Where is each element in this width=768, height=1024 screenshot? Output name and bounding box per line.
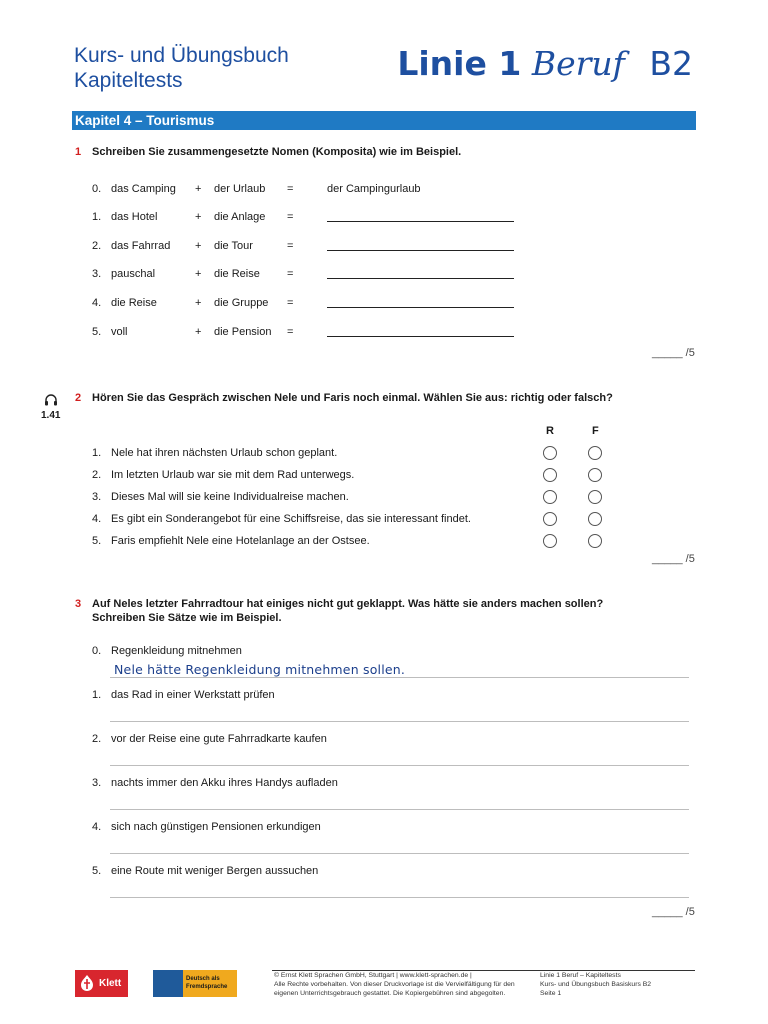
radio-falsch[interactable] xyxy=(588,468,602,482)
word-b: die Anlage xyxy=(214,211,266,223)
word-a: voll xyxy=(111,326,128,338)
answer-line[interactable] xyxy=(327,250,514,251)
audio-track-number: 1.41 xyxy=(41,410,61,421)
daf-logo-line2: Fremdsprache xyxy=(186,984,228,990)
radio-falsch[interactable] xyxy=(588,490,602,504)
handwritten-answer: Nele hätte Regenkleidung mitnehmen sollen. xyxy=(114,662,406,677)
equals-sign: = xyxy=(287,268,294,280)
task2-number: 2 xyxy=(75,392,82,404)
task2-instruction: Hören Sie das Gespräch zwischen Nele und Faris noch einmal. Wählen Sie aus: richtig oder falsch? xyxy=(92,392,613,404)
daf-logo xyxy=(153,970,237,997)
task1-instruction: Schreiben Sie zusammengesetzte Nomen (Komposita) wie im Beispiel. xyxy=(92,146,462,158)
prompt-number: 0. xyxy=(92,645,102,657)
row-number: 4. xyxy=(92,297,102,309)
brand-level: B2 xyxy=(649,44,693,83)
statement-number: 1. xyxy=(92,447,102,459)
prompt-number: 4. xyxy=(92,821,102,833)
prompt-number: 3. xyxy=(92,777,102,789)
word-a: das Hotel xyxy=(111,211,158,223)
row-number: 1. xyxy=(92,211,102,223)
footer-copyright-line2: Alle Rechte vorbehalten. Von dieser Druckvorlage ist die Vervielfältigung für den xyxy=(274,981,515,988)
word-b: die Gruppe xyxy=(214,297,269,309)
statement-text: Dieses Mal will sie keine Individualreise machen. xyxy=(111,491,349,503)
answer-line[interactable] xyxy=(327,221,514,222)
equals-sign: = xyxy=(287,211,294,223)
word-b: die Tour xyxy=(214,240,253,252)
plus-sign: + xyxy=(195,268,202,280)
word-a: die Reise xyxy=(111,297,157,309)
equals-sign: = xyxy=(287,326,294,338)
row-number: 5. xyxy=(92,326,102,338)
radio-richtig[interactable] xyxy=(543,534,557,548)
prompt-text: eine Route mit weniger Bergen aussuchen xyxy=(111,865,319,877)
plus-sign: + xyxy=(195,240,202,252)
answer-line[interactable] xyxy=(110,765,689,766)
word-b: die Reise xyxy=(214,268,260,280)
brand-logo xyxy=(397,44,693,83)
word-a: pauschal xyxy=(111,268,156,280)
footer-copyright-line3: eigenen Unterrichtsgebrauch gestattet. Die Kopiergebühren sind abgegolten. xyxy=(274,990,506,997)
task3-number: 3 xyxy=(75,598,82,610)
footer-copyright-line1: © Ernst Klett Sprachen GmbH, Stuttgart | www.klett-sprachen.de | xyxy=(274,972,472,979)
plus-sign: + xyxy=(195,326,202,338)
row-number: 2. xyxy=(92,240,102,252)
prompt-number: 2. xyxy=(92,733,102,745)
footer-info-line3: Seite 1 xyxy=(540,990,562,997)
row-number: 3. xyxy=(92,268,102,280)
footer-divider xyxy=(272,970,695,971)
answer-line[interactable] xyxy=(110,853,689,854)
klett-logo xyxy=(75,970,128,997)
plus-sign: + xyxy=(195,297,202,309)
column-f-label: F xyxy=(592,425,599,437)
radio-richtig[interactable] xyxy=(543,490,557,504)
answer-line[interactable] xyxy=(327,336,514,337)
equals-sign: = xyxy=(287,240,294,252)
prompt-text: vor der Reise eine gute Fahrradkarte kaufen xyxy=(111,733,327,745)
prompt-text: sich nach günstigen Pensionen erkundigen xyxy=(111,821,321,833)
word-b: die Pension xyxy=(214,326,272,338)
plus-sign: + xyxy=(195,211,202,223)
word-b: der Urlaub xyxy=(214,183,266,195)
answer-line[interactable] xyxy=(327,307,514,308)
compound-result: der Campingurlaub xyxy=(327,183,421,195)
radio-richtig[interactable] xyxy=(543,512,557,526)
task3-instruction-line2: Schreiben Sie Sätze wie im Beispiel. xyxy=(92,612,282,624)
task3-instruction-line1: Auf Neles letzter Fahrradtour hat einiges nicht gut geklappt. Was hätte sie anders machen sollen? xyxy=(92,598,604,610)
statement-number: 4. xyxy=(92,513,102,525)
chapter-heading: Kapitel 4 – Tourismus xyxy=(72,111,696,130)
answer-line[interactable] xyxy=(110,897,689,898)
headphones-icon xyxy=(44,393,58,411)
radio-falsch[interactable] xyxy=(588,512,602,526)
statement-text: Im letzten Urlaub war sie mit dem Rad unterwegs. xyxy=(111,469,355,481)
task2-score: _____ /5 xyxy=(652,553,695,565)
task1-score: _____ /5 xyxy=(652,347,695,359)
statement-text: Es gibt ein Sonderangebot für eine Schiffsreise, das sie interessant findet. xyxy=(111,513,471,525)
klett-logo-icon xyxy=(78,973,96,993)
klett-logo-text: Klett xyxy=(99,978,122,989)
answer-line[interactable] xyxy=(110,721,689,722)
word-a: das Camping xyxy=(111,183,176,195)
prompt-text: nachts immer den Akku ihres Handys aufladen xyxy=(111,777,338,789)
word-a: das Fahrrad xyxy=(111,240,171,252)
radio-richtig[interactable] xyxy=(543,446,557,460)
equals-sign: = xyxy=(287,297,294,309)
answer-line[interactable] xyxy=(327,278,514,279)
radio-falsch[interactable] xyxy=(588,534,602,548)
prompt-number: 5. xyxy=(92,865,102,877)
radio-falsch[interactable] xyxy=(588,446,602,460)
header-title-line2: Kapiteltests xyxy=(74,69,183,92)
statement-text: Faris empfiehlt Nele eine Hotelanlage an der Ostsee. xyxy=(111,535,370,547)
plus-sign: + xyxy=(195,183,202,195)
prompt-text: Regenkleidung mitnehmen xyxy=(111,645,242,657)
answer-line[interactable] xyxy=(110,809,689,810)
statement-number: 3. xyxy=(92,491,102,503)
statement-number: 2. xyxy=(92,469,102,481)
footer-info-line1: Linie 1 Beruf – Kapiteltests xyxy=(540,972,621,979)
prompt-number: 1. xyxy=(92,689,102,701)
column-r-label: R xyxy=(546,425,554,437)
row-number: 0. xyxy=(92,183,102,195)
daf-logo-line1: Deutsch als xyxy=(186,976,220,982)
prompt-text: das Rad in einer Werkstatt prüfen xyxy=(111,689,275,701)
footer-info-line2: Kurs- und Übungsbuch Basiskurs B2 xyxy=(540,981,652,988)
statement-number: 5. xyxy=(92,535,102,547)
task1-number: 1 xyxy=(75,146,82,158)
brand-name: Linie 1 xyxy=(397,44,522,83)
equals-sign: = xyxy=(287,183,294,195)
answer-line[interactable] xyxy=(110,677,689,678)
statement-text: Nele hat ihren nächsten Urlaub schon geplant. xyxy=(111,447,338,459)
radio-richtig[interactable] xyxy=(543,468,557,482)
task3-score: _____ /5 xyxy=(652,906,695,918)
brand-variant: Beruf xyxy=(531,44,625,83)
header-title-line1: Kurs- und Übungsbuch xyxy=(74,44,289,67)
